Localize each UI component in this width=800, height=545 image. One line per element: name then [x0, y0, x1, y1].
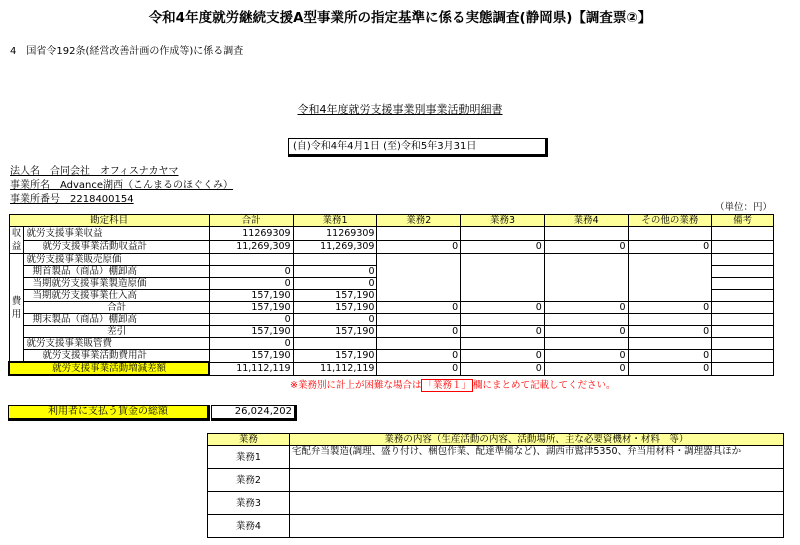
cell-b1[interactable]: 11,269,309	[293, 240, 377, 254]
cell-b3[interactable]	[461, 314, 545, 326]
header-business: 業務	[208, 434, 290, 446]
note-box: 「業務１」	[423, 380, 471, 391]
table-header-row	[9, 215, 774, 227]
section-heading: 4 国省令192条(経営改善計画の作成等)に係る調査	[10, 46, 244, 57]
business-name: 業務2	[208, 469, 290, 492]
cell-total[interactable]	[209, 254, 293, 266]
row-label: 当期就労支援事業仕入高	[24, 290, 209, 302]
cell-b3[interactable]: 0	[461, 240, 545, 254]
business-row	[208, 446, 784, 469]
cell-b4[interactable]: 0	[544, 240, 628, 254]
header-notes: 備考	[712, 215, 774, 227]
group-revenue: 収益	[9, 227, 24, 254]
cell-b3[interactable]: 0	[461, 326, 545, 338]
cell-other[interactable]	[628, 227, 712, 241]
cell-b1[interactable]: 11,112,119	[293, 362, 377, 375]
cell-total[interactable]: 0	[209, 278, 293, 290]
cell-notes[interactable]	[712, 278, 774, 290]
cell-notes[interactable]	[712, 362, 774, 375]
cell-other[interactable]: 0	[628, 350, 712, 363]
business-row	[208, 515, 784, 538]
business-content[interactable]: 宅配弁当製造(調理、盛り付け、梱包作業、配達準備など)、湖西市鷲津5350、弁当用材料・調理器具ほか	[289, 446, 783, 469]
cell-notes[interactable]	[712, 266, 774, 278]
row-label: 就労支援事業活動費用計	[24, 350, 209, 363]
cell-notes[interactable]	[712, 227, 774, 241]
cell-total[interactable]: 11269309	[209, 227, 293, 241]
business-row	[208, 469, 784, 492]
cell-b3[interactable]	[461, 338, 545, 350]
cell-notes[interactable]	[712, 338, 774, 350]
row-label: 合計	[24, 302, 209, 314]
wage-total-label: 利用者に支払う賃金の総額	[8, 405, 210, 421]
cell-other[interactable]	[628, 254, 712, 302]
header-other: その他の業務	[628, 215, 712, 227]
cell-total[interactable]: 0	[209, 338, 293, 350]
row-label: 就労支援事業販売原価	[24, 254, 209, 266]
cell-b4[interactable]: 0	[544, 350, 628, 363]
cell-b4[interactable]	[544, 314, 628, 326]
cell-other[interactable]: 0	[628, 362, 712, 375]
row-label: 就労支援事業収益	[24, 227, 209, 241]
cell-notes[interactable]	[712, 350, 774, 363]
table-row	[9, 240, 774, 254]
page-title: 令和4年度就労継続支援A型事業所の指定基準に係る実態調査(静岡県)【調査票②】	[148, 10, 652, 26]
cell-b2[interactable]	[377, 314, 461, 326]
statement-title: 令和4年度就労支援事業別事業活動明細書	[297, 103, 503, 116]
cell-b3[interactable]	[461, 227, 545, 241]
header-b4: 業務4	[544, 215, 628, 227]
header-b2: 業務2	[377, 215, 461, 227]
cell-b3[interactable]: 0	[461, 350, 545, 363]
table-row	[9, 227, 774, 241]
cell-notes[interactable]	[712, 314, 774, 326]
header-total: 合計	[209, 215, 293, 227]
cell-notes[interactable]	[712, 302, 774, 314]
row-label: 就労支援事業活動収益計	[24, 240, 209, 254]
unit-label: （単位：円）	[714, 202, 772, 213]
cell-b2[interactable]: 0	[377, 326, 461, 338]
corp-name: 法人名 合同会社 オフィスナカヤマ	[10, 166, 179, 177]
business-row	[208, 492, 784, 515]
wage-total-value[interactable]: 26,024,202	[211, 405, 297, 421]
cell-notes[interactable]	[712, 326, 774, 338]
cell-total[interactable]: 11,269,309	[209, 240, 293, 254]
cell-notes[interactable]	[712, 290, 774, 302]
cell-b2[interactable]: 0	[377, 350, 461, 363]
header-account: 勘定科目	[9, 215, 209, 227]
table-row	[9, 326, 774, 338]
business-content[interactable]	[289, 492, 783, 515]
cell-b2[interactable]: 0	[377, 362, 461, 375]
table-row	[9, 350, 774, 363]
cell-b1[interactable]: 0	[293, 314, 377, 326]
cell-b1[interactable]	[293, 338, 377, 350]
cell-total[interactable]: 0	[209, 266, 293, 278]
row-label: 当期就労支援事業製造原価	[24, 278, 209, 290]
business-name: 業務1	[208, 446, 290, 469]
table-row	[9, 254, 774, 266]
table-row	[9, 338, 774, 350]
period-box: (自)令和4年4月1日 (至)令和5年3月31日	[288, 138, 548, 157]
cell-total[interactable]: 0	[209, 314, 293, 326]
business-content[interactable]	[289, 469, 783, 492]
cell-b3[interactable]	[461, 254, 545, 302]
cell-b1[interactable]: 157,190	[293, 326, 377, 338]
cell-b2[interactable]	[377, 254, 461, 302]
business-content[interactable]	[289, 515, 783, 538]
table-row	[9, 302, 774, 314]
row-label: 就労支援事業販管費	[24, 338, 209, 350]
cell-b1[interactable]: 157,190	[293, 302, 377, 314]
cell-b3[interactable]: 0	[461, 302, 545, 314]
cell-total[interactable]: 157,190	[209, 290, 293, 302]
cell-b1[interactable]: 157,190	[293, 290, 377, 302]
office-name: 事業所名 Advance湖西（こんまるのほぐくみ）	[10, 180, 234, 191]
cell-b4[interactable]	[544, 254, 628, 302]
office-number: 事業所番号 2218400154	[10, 194, 134, 205]
cell-b4[interactable]: 0	[544, 326, 628, 338]
cell-other[interactable]	[628, 338, 712, 350]
cell-total[interactable]: 157,190	[209, 350, 293, 363]
row-label: 就労支援事業活動増減差額	[9, 362, 209, 375]
cell-other[interactable]: 0	[628, 302, 712, 314]
cell-notes[interactable]	[712, 254, 774, 266]
cell-b4[interactable]: 0	[544, 302, 628, 314]
activity-table	[8, 214, 774, 376]
cell-other[interactable]	[628, 314, 712, 326]
cell-b1[interactable]: 157,190	[293, 350, 377, 363]
table-row	[9, 314, 774, 326]
group-expense: 費用	[9, 254, 24, 363]
header-b1: 業務1	[293, 215, 377, 227]
cell-b2[interactable]	[377, 227, 461, 241]
cell-total[interactable]: 157,190	[209, 302, 293, 314]
cell-b1[interactable]: 0	[293, 266, 377, 278]
cell-b1[interactable]	[293, 254, 377, 266]
instruction-note	[290, 377, 616, 391]
cell-b1[interactable]: 11269309	[293, 227, 377, 241]
cell-b1[interactable]: 0	[293, 278, 377, 290]
cell-other[interactable]: 0	[628, 326, 712, 338]
business-header-row	[208, 434, 784, 446]
cell-total[interactable]: 11,112,119	[209, 362, 293, 375]
cell-b3[interactable]: 0	[461, 362, 545, 375]
table-row-difference	[9, 362, 774, 375]
cell-b2[interactable]	[377, 338, 461, 350]
row-label: 期首製品（商品）棚卸高	[24, 266, 209, 278]
business-table	[207, 433, 784, 538]
cell-b4[interactable]	[544, 227, 628, 241]
cell-total[interactable]: 157,190	[209, 326, 293, 338]
note-pre: ※業務別に計上が困難な場合は	[290, 380, 422, 391]
cell-other[interactable]: 0	[628, 240, 712, 254]
header-business-content: 業務の内容（生産活動の内容、活動場所、主な必要資機材・材料 等）	[289, 434, 783, 446]
business-name: 業務4	[208, 515, 290, 538]
cell-b4[interactable]: 0	[544, 362, 628, 375]
header-b3: 業務3	[461, 215, 545, 227]
cell-b2[interactable]: 0	[377, 302, 461, 314]
cell-b4[interactable]	[544, 338, 628, 350]
cell-notes[interactable]	[712, 240, 774, 254]
note-post: 欄にまとめて記載してください。	[472, 380, 616, 391]
row-label: 期末製品（商品）棚卸高	[24, 314, 209, 326]
business-name: 業務3	[208, 492, 290, 515]
cell-b2[interactable]: 0	[377, 240, 461, 254]
row-label: 差引	[24, 326, 209, 338]
